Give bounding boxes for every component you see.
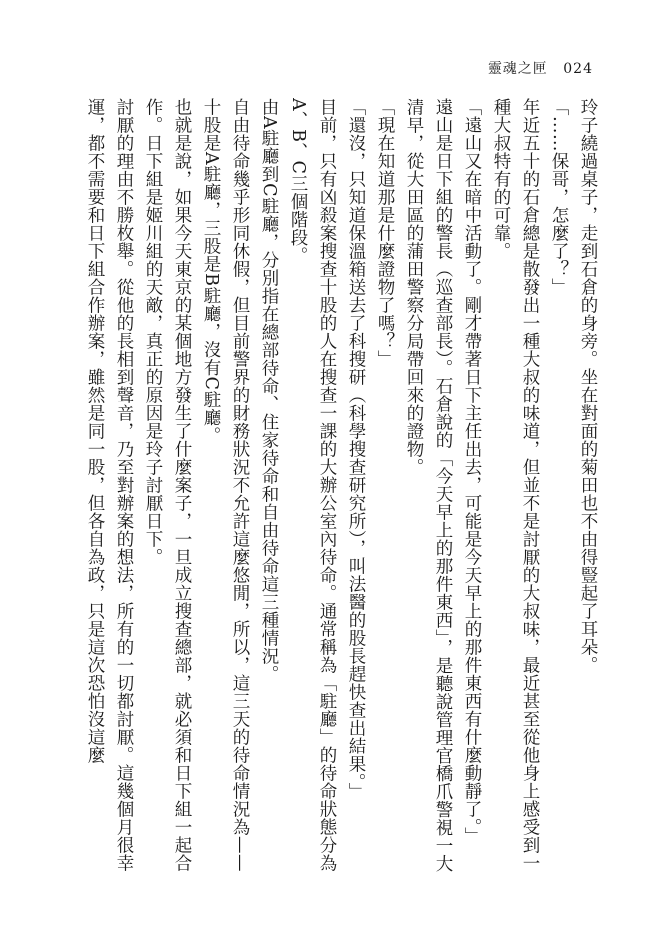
paragraph: 由A駐廳到C駐廳，分別指在總部待命、住家待命和自由待命這三種情況。 bbox=[259, 98, 279, 684]
book-title: 靈魂之匣 bbox=[487, 61, 548, 77]
paragraph: 「……保哥，怎麼了？」 bbox=[549, 98, 569, 296]
paragraph: 遠山是日下組的警長（巡查部長）。石倉說的「今天早上的那件東西」，是聽說管理官橋爪警視一大清早，從大田區的蒲田警察分局帶回來的證物。 bbox=[404, 98, 453, 873]
paragraph: 「還沒，只知道保溫箱送去了科搜研（科學搜查研究所），叫法醫的股長趕快查出結果。」 bbox=[346, 98, 366, 801]
paragraph: 也就是說，如果今天東京的某個地方發生了什麼案子，一旦成立搜查總部，就必須和日下組一起合作。日下組是姬川組的天敵，真正的原因是玲子討厭日下。 bbox=[143, 98, 192, 872]
paragraph: 玲子繞過桌子，走到石倉的身旁。坐在對面的菊田也不由得豎起了耳朵。 bbox=[578, 98, 598, 674]
paragraph: 自由待命幾乎形同休假，但目前警界的財務狀況不允許這麼悠閒，所以，這三天的待命情況為——十股是A駐廳，三股是B駐廳，沒有C駐廳。 bbox=[201, 98, 250, 872]
paragraph: 討厭的理由不勝枚舉。從他的長相到聲音，乃至對辦案的想法，所有的一切都討厭。這幾個月很幸運，都不需要和日下組合作辦案，雖然是同一股，但各自為政，只是這次恐怕沒這麼 bbox=[85, 98, 134, 872]
paragraph: 「遠山又在暗中活動了。剛才帶著日下主任出去，可能是今天早上的那件東西有什麼動靜了。」 bbox=[462, 98, 482, 846]
page-number: 024 bbox=[563, 61, 593, 77]
paragraph: 年近五十的石倉總是散發出一種大叔的味道，但並不是討厭的大叔味，最近甚至從他身上感受到一種大叔特有的可靠。 bbox=[491, 98, 540, 872]
body-text bbox=[64, 98, 602, 888]
paragraph: 「現在知道那是什麼證物了嗎？」 bbox=[375, 98, 395, 368]
running-header bbox=[488, 58, 593, 78]
paragraph: 目前，只有凶殺案搜查十股的人在搜查一課的大辦公室內待命。通常稱為「駐廳」的待命狀態分為A、B、C三個階段。 bbox=[288, 98, 337, 872]
